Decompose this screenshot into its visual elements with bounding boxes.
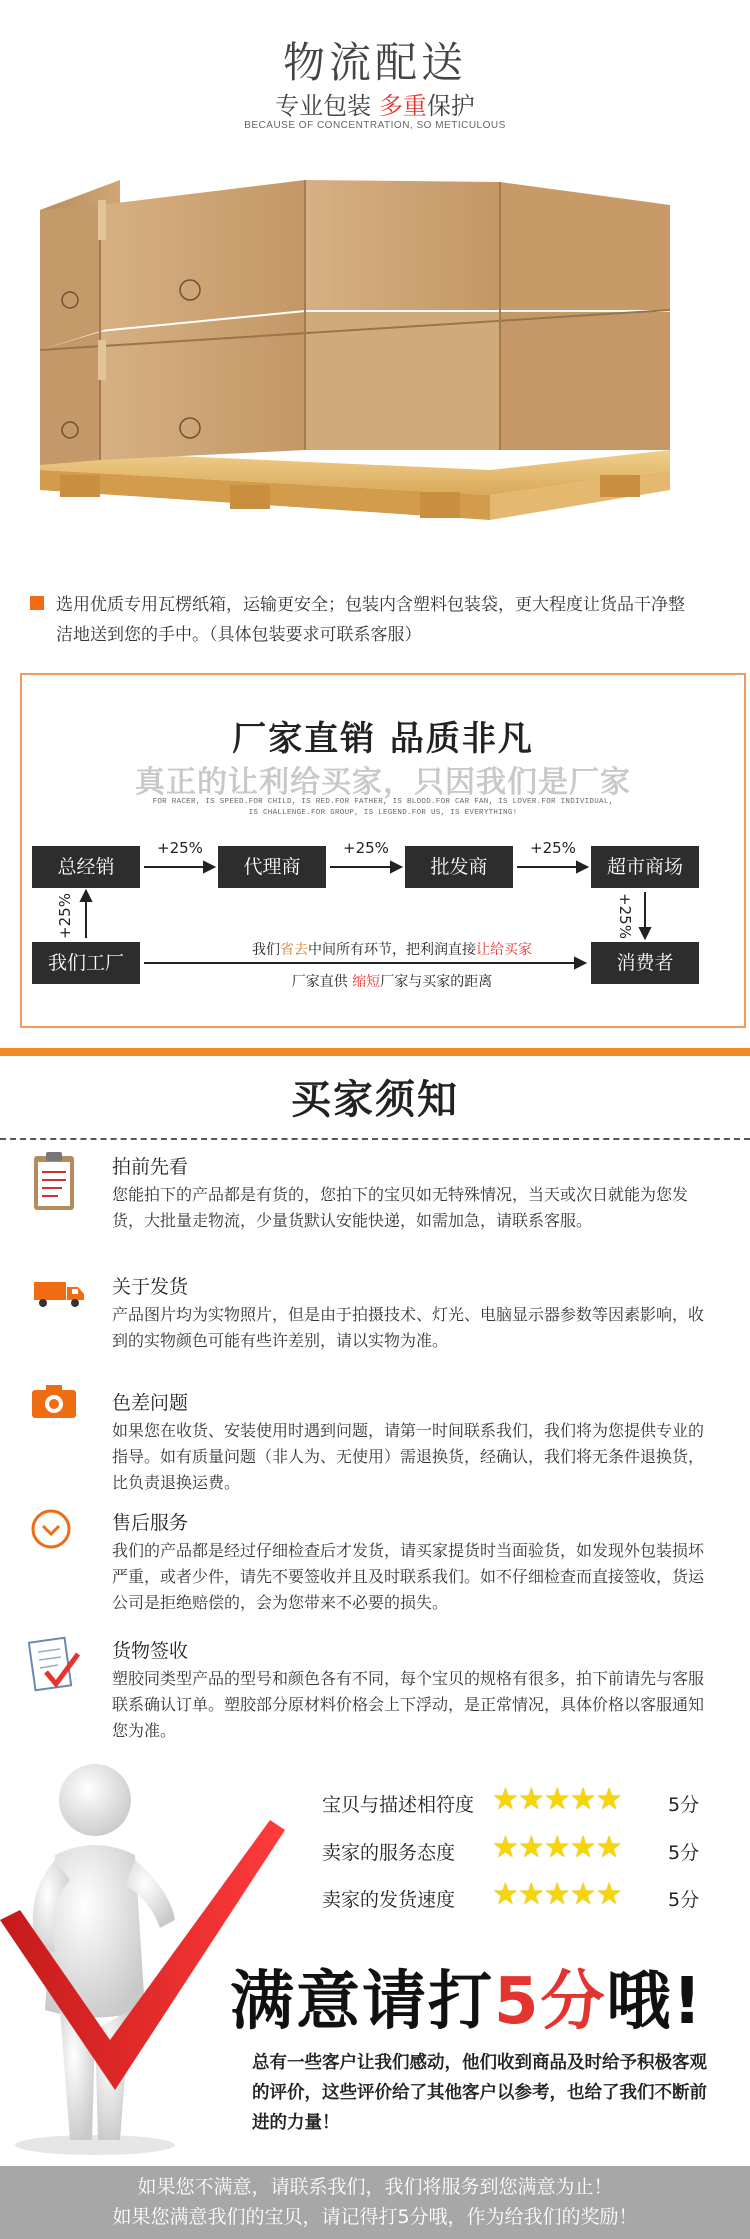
middle-text-1 (202, 939, 582, 959)
cardboard-pallet-image (40, 160, 700, 540)
section-title-5: 货物签收 (112, 1640, 189, 1662)
section-body-4: 我们的产品都是经过仔细检查后才发货，请买家提货时当面验货，如发现外包装损坏严重，或者少件，请先不要签收并且及时联系我们。如不仔细检查而直接签收，货运公司是拒绝赔偿的，会为您带来不必要的损失。 (112, 1541, 705, 1612)
logistics-subtitle (0, 86, 750, 121)
rating-label-1: 宝贝与描述相符度 (322, 1794, 475, 1816)
node-wholesaler: 批发商 (405, 846, 513, 888)
factory-english-line2: IS CHALLENGE.FOR GROUP, IS LEGEND.FOR US, IS EVERYTHING! (248, 809, 518, 817)
dashed-divider (0, 1138, 750, 1140)
buyer-notice-title: 买家须知 (291, 1077, 459, 1123)
truck-icon (34, 1278, 86, 1308)
thanks-paragraph: 总有一些客户让我们感动，他们收到商品及时给予积极客观的评价，这些评价给了其他客户以参考，也给了我们不断前进的力量！ (252, 2053, 707, 2133)
section-body-2: 产品图片均为实物照片，但是由于拍摄技术、灯光、电脑显示器参数等因素影响，收到的实物颜色可能有些许差别，请以实物为准。 (112, 1305, 705, 1350)
middle-text-1o: 省去 (280, 942, 308, 958)
factory-english-line1: FOR RACER, IS SPEED.FOR CHILD, IS RED.FOR FATHER, IS BLOOD.FOR CAR FAN, IS LOVER.FOR INDIVIDUAL, (152, 798, 614, 806)
middle-text-1a: 我们 (252, 942, 280, 958)
rating-stars-1: ★★★★★ (492, 1782, 622, 1817)
pct-label-1: +25% (157, 839, 203, 857)
factory-subtitle: 真正的让利给买家，只因我们是厂家 (135, 765, 631, 800)
factory-direct-panel (20, 673, 746, 1028)
orange-divider (0, 1048, 750, 1056)
pct-label-right: +25% (615, 893, 634, 939)
section-title-2: 关于发货 (112, 1276, 189, 1298)
middle-text-1b: 中间所有环节，把利润直接 (308, 942, 476, 958)
section-body-1: 您能拍下的产品都是有货的，您拍下的宝贝如无特殊情况，当天或次日就能为您发货，大批量走物流，少量货默认安能快递，如需加急，请联系客服。 (112, 1185, 689, 1230)
node-general-distributor: 总经销 (32, 846, 140, 888)
subtitle-red: 多重 (378, 92, 427, 120)
section-title-4: 售后服务 (112, 1512, 189, 1534)
rating-stars-2: ★★★★★ (492, 1830, 622, 1865)
headline-part-b: 哦! (606, 1965, 704, 2039)
rate-five-headline (230, 1950, 704, 2042)
rating-label-3: 卖家的发货速度 (322, 1889, 456, 1911)
clipboard-icon (32, 1150, 76, 1212)
rating-score-1: 5分 (668, 1794, 700, 1816)
subtitle-part-b: 保护 (426, 92, 475, 120)
rating-score-2: 5分 (668, 1842, 700, 1864)
camera-icon (32, 1384, 76, 1418)
logistics-title: 物流配送 (282, 38, 467, 87)
pct-label-left: +25% (55, 893, 74, 939)
rating-stars-3: ★★★★★ (492, 1877, 622, 1912)
section-title-1: 拍前先看 (112, 1156, 189, 1178)
rating-label-2: 卖家的服务态度 (322, 1842, 456, 1864)
check-document-icon (28, 1634, 82, 1694)
middle-text-1r: 让给买家 (476, 942, 532, 958)
packaging-note: 选用优质专用瓦楞纸箱，运输更安全；包装内含塑料包装袋，更大程度让货品干净整洁地送到您的手中。（具体包装要求可联系客服） (56, 595, 685, 645)
rating-score-3: 5分 (668, 1889, 700, 1911)
section-title-3: 色差问题 (112, 1392, 189, 1414)
headline-red: 5分 (494, 1965, 607, 2039)
middle-text-2b: 厂家与买家的距离 (380, 974, 493, 990)
section-body-5: 塑胶同类型产品的型号和颜色各有不同，每个宝贝的规格有很多，拍下前请先与客服联系确认订单。塑胶部分原材料价格会上下浮动，是正常情况，具体价格以客服通知您为准。 (112, 1669, 705, 1740)
footer-line-2: 如果您满意我们的宝贝，请记得打5分哦，作为给我们的奖励！ (112, 2206, 638, 2228)
headline-part-a: 满意请打 (230, 1965, 494, 2039)
node-consumer: 消费者 (591, 942, 699, 984)
footer-line-1: 如果您不满意，请联系我们，我们将服务到您满意为止！ (137, 2176, 613, 2198)
factory-title: 厂家直销 品质非凡 (232, 719, 534, 759)
section-body-3: 如果您在收货、安装使用时遇到问题，请第一时间联系我们，我们将为您提供专业的指导。如有质量问题（非人为、无使用）需退换货，经确认，我们将无条件退换货，比负责退换运费。 (112, 1421, 705, 1492)
middle-text-2r: 缩短 (352, 974, 381, 990)
pct-label-2: +25% (343, 839, 389, 857)
clock-icon (30, 1508, 72, 1550)
pct-label-3: +25% (530, 839, 576, 857)
subtitle-part-a: 专业包装 (275, 92, 372, 120)
middle-text-2a: 厂家直供 (291, 974, 353, 990)
middle-text-2 (202, 971, 582, 991)
orange-bullet (30, 596, 44, 610)
node-our-factory: 我们工厂 (32, 942, 140, 984)
footer-banner (0, 2166, 750, 2239)
node-agent: 代理商 (218, 846, 326, 888)
logistics-subtitle-en: BECAUSE OF CONCENTRATION, SO METICULOUS (244, 120, 506, 131)
node-supermarket: 超市商场 (591, 846, 699, 888)
